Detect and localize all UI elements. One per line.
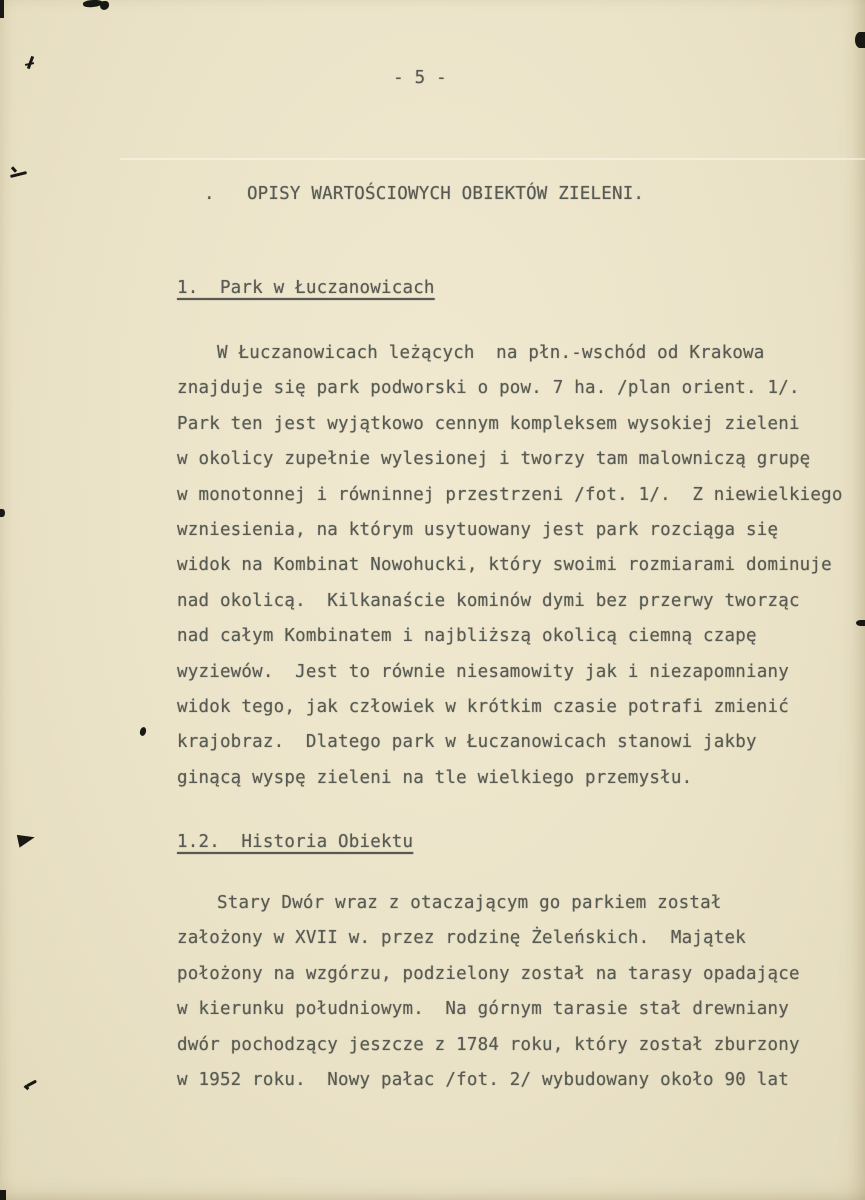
ink-speck [856,620,865,626]
text-line: w 1952 roku. Nowy pałac /fot. 2/ wybudowany około 90 lat [177,1069,789,1090]
ink-speck [855,32,865,48]
paragraph [177,886,849,1098]
text-line: w okolicy zupełnie wylesionej i tworzy tam malowniczą grupę [177,449,811,470]
text-line: W Łuczanowicach leżących na płn.-wschód od Krakowa [217,343,765,363]
text-line: nad okolicą. Kilkanaście kominów dymi bez przerwy tworząc [177,590,800,611]
ink-speck [139,726,147,736]
section-heading: 1. Park w Łuczanowicach [177,278,435,298]
scan-scratch-line [120,158,865,160]
ink-speck [11,166,17,172]
section-historia-obiektu [177,830,849,1098]
text-line: założony w XVII w. przez rodzinę Żeleńskich. Majątek [177,928,747,949]
ink-speck-triangle [17,831,36,847]
ink-speck [100,1,109,10]
text-line: w kierunku południowym. Na górnym tarasie stał drewniany [177,999,789,1020]
ink-speck [0,0,4,18]
page-number: - 5 - [393,68,447,88]
text-line: Park ten jest wyjątkowo cennym kompleksem wysokiej zieleni [177,413,800,434]
section-park-w-luczanowicach [177,276,849,796]
paragraph [177,336,849,796]
text-line: nad całym Kombinatem i najbliższą okolicą ciemną czapę [177,626,757,647]
ink-speck [0,1190,6,1200]
text-line: widok tego, jak człowiek w krótkim czasie potrafi zmienić [177,696,789,717]
text-line: wzniesienia, na którym usytuowany jest park rozciąga się [177,519,779,540]
ink-speck [10,171,27,178]
text-line: wyziewów. Jest to równie niesamowity jak i niezapomniany [177,661,789,682]
text-line: położony na wzgórzu, podzielony został na tarasy opadające [177,963,800,984]
text-line: krajobraz. Dlatego park w Łuczanowicach stanowi jakby [177,732,757,753]
text-line: ginącą wyspę zieleni na tle wielkiego przemysłu. [177,767,693,788]
section-heading: 1.2. Historia Obiektu [177,832,414,852]
text-line: widok na Kombinat Nowohucki, który swoimi rozmiarami dominuje [177,555,832,576]
text-line: znajduje się park podworski o pow. 7 ha. /plan orient. 1/. [177,378,800,399]
text-line: w monotonnej i równinnej przestrzeni /fot. 1/. Z niewielkiego [177,484,843,505]
text-line: dwór pochodzący jeszcze z 1784 roku, który został zburzony [177,1034,800,1055]
ink-speck [0,509,5,517]
document-title: . OPISY WARTOŚCIOWYCH OBIEKTÓW ZIELENI. [204,184,645,204]
text-line: Stary Dwór wraz z otaczającym go parkiem został [217,893,722,913]
